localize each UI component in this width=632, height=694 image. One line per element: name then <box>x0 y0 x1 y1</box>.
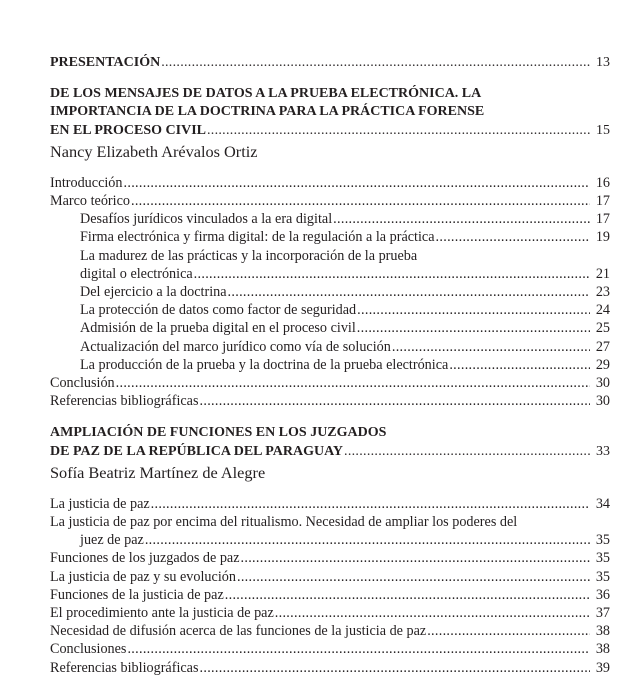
toc-entry-title: Firma electrónica y firma digital: de la regulación a la práctica <box>80 229 435 246</box>
dot-leader <box>200 659 590 677</box>
toc-subentry[interactable] <box>50 283 610 301</box>
toc-page-number: 17 <box>595 211 610 228</box>
toc-entry-title-line: juez de paz <box>80 532 144 549</box>
toc-page-number: 17 <box>595 193 610 210</box>
dot-leader <box>124 174 590 192</box>
toc-page-number: 24 <box>595 302 610 319</box>
toc-entry[interactable] <box>50 549 610 567</box>
toc-entry[interactable] <box>50 192 610 210</box>
toc-page-number: 35 <box>595 550 610 567</box>
dot-leader <box>194 265 590 283</box>
toc-page-number: 33 <box>596 443 610 459</box>
toc-entry-last-line <box>80 265 610 283</box>
section-heading[interactable] <box>50 85 610 140</box>
dot-leader <box>225 586 590 604</box>
toc-page-number: 35 <box>595 568 610 585</box>
toc-entry-title: Conclusión <box>50 375 115 392</box>
toc-page-number: 13 <box>596 55 610 70</box>
section-entries <box>50 495 610 677</box>
toc-entry-title: Admisión de la prueba digital en el proceso civil <box>80 320 356 337</box>
toc-entry-title-line: La justicia de paz por encima del ritualismo. Necesidad de ampliar los poderes del <box>50 514 518 531</box>
dot-leader <box>392 338 590 356</box>
toc-page-number: 27 <box>595 338 610 355</box>
toc-entry-title: PRESENTACIÓN <box>50 55 161 70</box>
dot-leader <box>357 319 590 337</box>
section-title-last-line <box>50 443 610 461</box>
toc-page-number: 15 <box>596 122 610 138</box>
toc-subentry[interactable] <box>50 301 610 319</box>
toc-entry-title: El procedimiento ante la justicia de paz <box>50 605 274 622</box>
dot-leader <box>200 392 590 410</box>
toc-entry-title: Actualización del marco jurídico como vía de solución <box>80 338 391 355</box>
toc-entry-presentacion[interactable] <box>50 54 610 72</box>
section-author: Nancy Elizabeth Arévalos Ortiz <box>50 141 258 161</box>
toc-entry[interactable] <box>50 374 610 392</box>
dot-leader <box>333 210 590 228</box>
dot-leader <box>241 549 590 567</box>
section-title-line: DE PAZ DE LA REPÚBLICA DEL PARAGUAY <box>50 443 344 459</box>
toc-entry-title: La protección de datos como factor de seguridad <box>80 302 357 319</box>
toc-page-number: 35 <box>595 532 610 549</box>
section-title-line: DE LOS MENSAJES DE DATOS A LA PRUEBA ELECTRÓNICA. LA <box>50 86 482 102</box>
toc-entry[interactable] <box>50 586 610 604</box>
table-of-contents <box>50 54 610 677</box>
dot-leader <box>357 301 590 319</box>
toc-page-number: 23 <box>595 284 610 301</box>
toc-entry-title: Funciones de la justicia de paz <box>50 586 224 603</box>
section-heading[interactable] <box>50 424 610 460</box>
section-title-line: IMPORTANCIA DE LA DOCTRINA PARA LA PRÁCTICA FORENSE <box>50 104 485 120</box>
dot-leader <box>228 283 590 301</box>
toc-entry-title: Necesidad de difusión acerca de las funciones de la justicia de paz <box>50 623 427 640</box>
toc-page-number: 25 <box>595 320 610 337</box>
dot-leader <box>116 374 590 392</box>
toc-subentry[interactable] <box>50 319 610 337</box>
toc-page-number: 37 <box>595 605 610 622</box>
dot-leader <box>151 495 590 513</box>
toc-entry-title: Introducción <box>50 174 123 191</box>
section-title-line: EN EL PROCESO CIVIL <box>50 122 206 138</box>
toc-page-number: 16 <box>595 174 610 191</box>
toc-subentry[interactable] <box>50 338 610 356</box>
toc-page-number: 19 <box>595 229 610 246</box>
dot-leader <box>449 356 590 374</box>
toc-entry-title: Referencias bibliográficas <box>50 659 199 676</box>
toc-page-number: 30 <box>595 393 610 410</box>
toc-page-number: 38 <box>595 623 610 640</box>
toc-subentry-multiline[interactable] <box>50 247 610 283</box>
toc-entry[interactable] <box>50 622 610 640</box>
toc-page-number: 34 <box>595 495 610 512</box>
toc-entry[interactable] <box>50 495 610 513</box>
toc-entry-title: La producción de la prueba y la doctrina de la prueba electrónica <box>80 356 449 373</box>
toc-entry-title-line: La madurez de las prácticas y la incorporación de la prueba <box>80 247 418 264</box>
section-title-last-line <box>50 122 610 140</box>
toc-entry-title: La justicia de paz y su evolución <box>50 568 236 585</box>
toc-entry[interactable] <box>50 659 610 677</box>
section-author: Sofía Beatriz Martínez de Alegre <box>50 462 266 482</box>
dot-leader <box>161 54 590 72</box>
dot-leader <box>131 192 590 210</box>
dot-leader <box>275 604 590 622</box>
toc-subentry[interactable] <box>50 356 610 374</box>
toc-page-number: 21 <box>595 265 610 282</box>
toc-subentry[interactable] <box>50 210 610 228</box>
toc-page-number: 39 <box>595 659 610 676</box>
section-title-line: AMPLIACIÓN DE FUNCIONES EN LOS JUZGADOS <box>50 425 387 441</box>
toc-entry-title: La justicia de paz <box>50 495 150 512</box>
toc-entry-title: Funciones de los juzgados de paz <box>50 550 240 567</box>
toc-entry-title: Marco teórico <box>50 193 130 210</box>
toc-page-number: 30 <box>595 375 610 392</box>
toc-entry-title: Del ejercicio a la doctrina <box>80 284 227 301</box>
toc-entry-title: Desafíos jurídicos vinculados a la era digital <box>80 211 333 228</box>
toc-entry-title: Referencias bibliográficas <box>50 393 199 410</box>
dot-leader <box>207 122 590 140</box>
toc-subentry[interactable] <box>50 228 610 246</box>
toc-entry-title-line: digital o electrónica <box>80 265 193 282</box>
toc-page-number: 36 <box>595 586 610 603</box>
dot-leader <box>427 622 590 640</box>
dot-leader <box>237 568 590 586</box>
toc-entry-last-line <box>50 531 610 549</box>
toc-entry-title: Conclusiones <box>50 641 127 658</box>
toc-page-number: 29 <box>595 356 610 373</box>
toc-entry[interactable] <box>50 392 610 410</box>
toc-entry-multiline[interactable] <box>50 513 610 549</box>
toc-entry[interactable] <box>50 604 610 622</box>
toc-entry[interactable] <box>50 568 610 586</box>
dot-leader <box>127 640 589 658</box>
section-entries <box>50 174 610 411</box>
dot-leader <box>145 531 590 549</box>
dot-leader <box>436 228 590 246</box>
toc-entry[interactable] <box>50 640 610 658</box>
dot-leader <box>344 443 590 461</box>
toc-entry[interactable] <box>50 174 610 192</box>
toc-page-number: 38 <box>595 641 610 658</box>
